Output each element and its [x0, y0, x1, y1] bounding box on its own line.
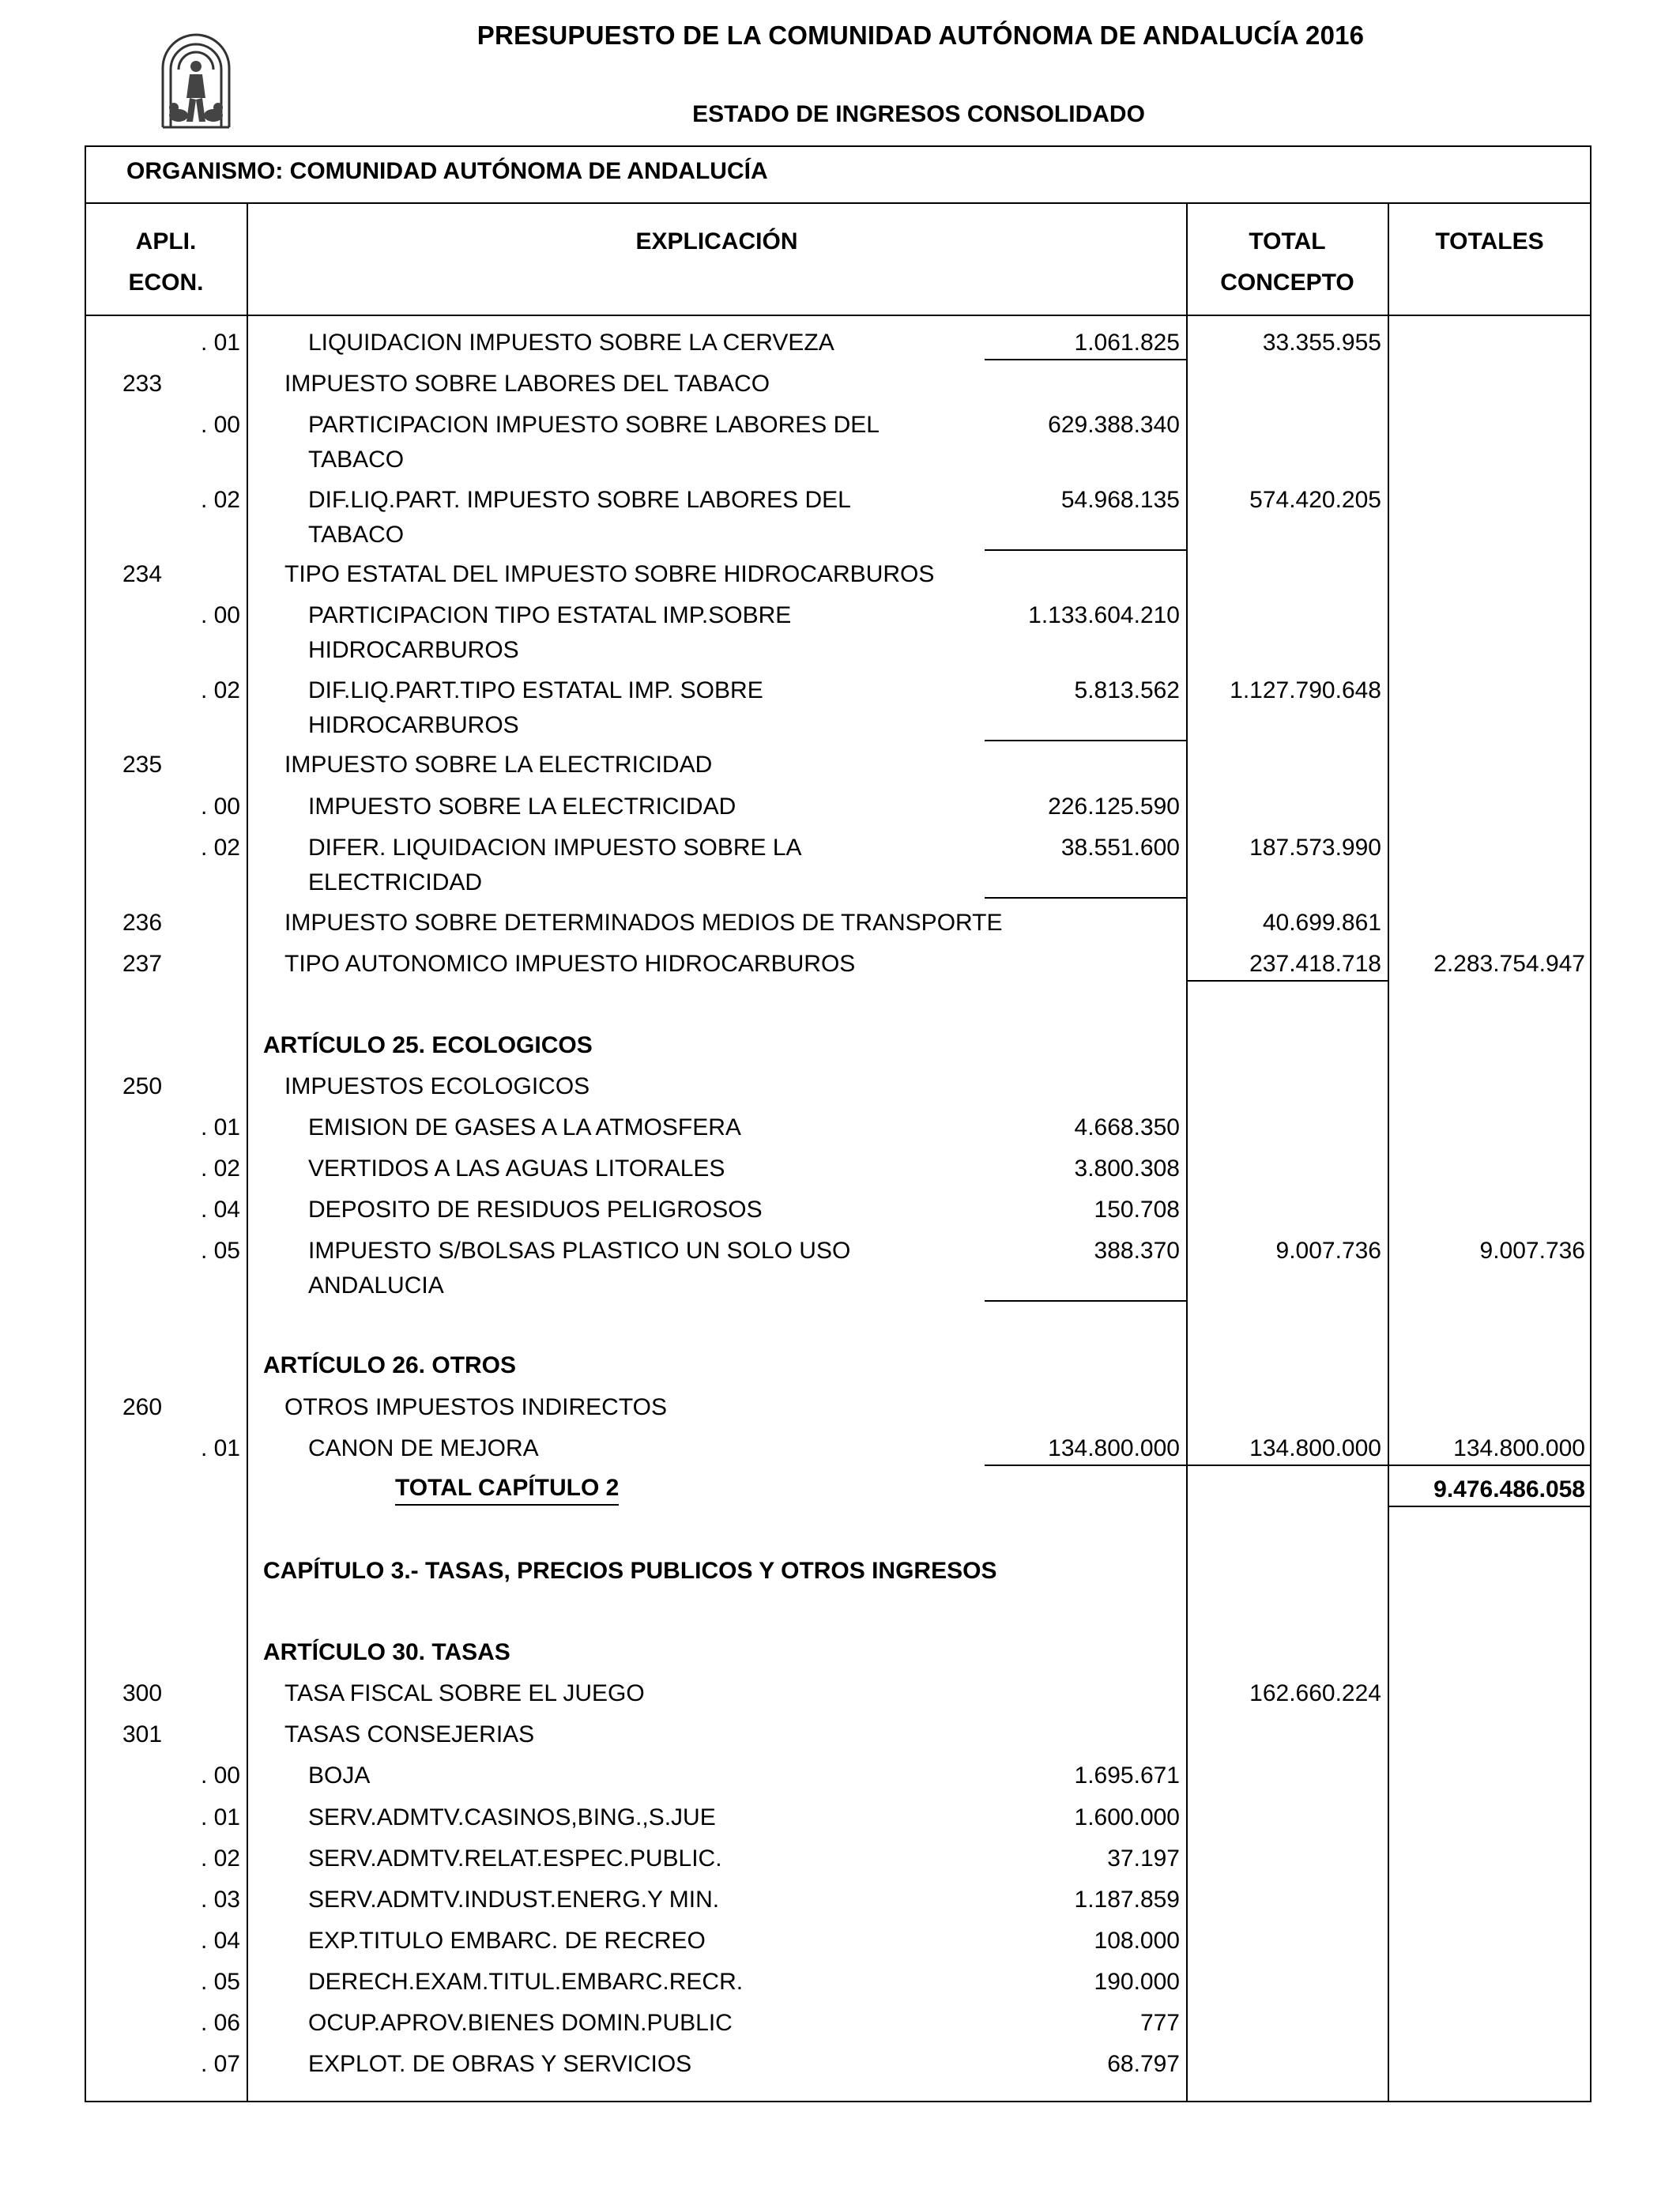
row-description: PARTICIPACION TIPO ESTATAL IMP.SOBRE: [308, 602, 792, 628]
row-description: VERTIDOS A LAS AGUAS LITORALES: [308, 1155, 725, 1182]
row-code: . 01: [200, 1435, 240, 1461]
row-subamount: 190.000: [1094, 1969, 1180, 1995]
row-code: 250: [122, 1073, 163, 1099]
row-code: . 00: [200, 1762, 240, 1789]
row-description: IMPUESTOS ECOLOGICOS: [284, 1073, 590, 1099]
row-description: IMPUESTO SOBRE LABORES DEL TABACO: [284, 371, 770, 397]
row-description: SERV.ADMTV.CASINOS,BING.,S.JUE: [308, 1804, 716, 1830]
row-description: SERV.ADMTV.INDUST.ENERG.Y MIN.: [308, 1887, 720, 1913]
row-code: . 03: [200, 1887, 240, 1913]
row-code: . 00: [200, 602, 240, 628]
row-description: IMPUESTO SOBRE LA ELECTRICIDAD: [284, 752, 713, 778]
column-divider: [247, 202, 248, 2102]
row-code: . 02: [200, 677, 240, 703]
row-subamount: 388.370: [1094, 1238, 1180, 1264]
row-code: . 02: [200, 835, 240, 861]
row-code: . 01: [200, 1804, 240, 1830]
row-description-continued: TABACO: [308, 522, 405, 548]
sum-rule: [1186, 980, 1388, 982]
row-subamount: 134.800.000: [1048, 1435, 1180, 1461]
row-description: BOJA: [308, 1762, 371, 1789]
row-description: LIQUIDACION IMPUESTO SOBRE LA CERVEZA: [308, 330, 834, 356]
chapter-total-label: TOTAL CAPÍTULO 2: [395, 1472, 619, 1506]
row-subamount: 1.600.000: [1074, 1804, 1180, 1830]
section-heading: CAPÍTULO 3.- TASAS, PRECIOS PUBLICOS Y OTROS INGRESOS: [263, 1558, 997, 1584]
row-description: TIPO AUTONOMICO IMPUESTO HIDROCARBUROS: [284, 951, 856, 977]
sum-rule: [1388, 1465, 1590, 1466]
row-code: 260: [122, 1394, 163, 1420]
junta-de-andalucia-shield-icon: [155, 21, 237, 131]
row-description: IMPUESTO S/BOLSAS PLASTICO UN SOLO USO: [308, 1238, 851, 1264]
row-subamount: 108.000: [1094, 1928, 1180, 1954]
section-heading: ARTÍCULO 26. OTROS: [263, 1352, 517, 1378]
row-subamount: 1.133.604.210: [1028, 602, 1180, 628]
row-description-continued: TABACO: [308, 447, 405, 473]
column-header-total-concepto: [1189, 221, 1385, 303]
row-totales: 9.476.486.058: [1433, 1476, 1585, 1502]
row-subamount: 38.551.600: [1060, 835, 1180, 861]
row-description: EMISION DE GASES A LA ATMOSFERA: [308, 1114, 741, 1140]
row-description: TASA FISCAL SOBRE EL JUEGO: [284, 1680, 645, 1706]
row-totales: 9.007.736: [1479, 1238, 1585, 1264]
sum-rule: [985, 549, 1186, 551]
sum-rule: [985, 359, 1186, 360]
row-total-concepto: 162.660.224: [1249, 1680, 1381, 1706]
row-code: . 05: [200, 1969, 240, 1995]
row-code: 235: [122, 752, 163, 778]
column-header-totales: TOTALES: [1435, 228, 1544, 254]
row-description: CANON DE MEJORA: [308, 1435, 539, 1461]
row-description: DERECH.EXAM.TITUL.EMBARC.RECR.: [308, 1969, 744, 1995]
row-description: EXP.TITULO EMBARC. DE RECREO: [308, 1928, 706, 1954]
row-code: 300: [122, 1680, 163, 1706]
sum-rule: [1186, 1465, 1388, 1466]
row-description-continued: HIDROCARBUROS: [308, 637, 519, 663]
row-total-concepto: 574.420.205: [1249, 487, 1381, 513]
row-description: IMPUESTO SOBRE LA ELECTRICIDAD: [308, 794, 736, 820]
row-totales: 134.800.000: [1453, 1435, 1585, 1461]
row-subamount: 629.388.340: [1048, 412, 1180, 438]
row-code: . 01: [200, 1114, 240, 1140]
column-header-apli: [89, 221, 243, 303]
column-divider: [1186, 202, 1188, 2102]
row-code: 234: [122, 561, 163, 587]
row-description: IMPUESTO SOBRE DETERMINADOS MEDIOS DE TRANSPORTE: [284, 910, 1003, 936]
page-title: PRESUPUESTO DE LA COMUNIDAD AUTÓNOMA DE ANDALUCÍA 2016: [477, 21, 1365, 50]
row-description: DEPOSITO DE RESIDUOS PELIGROSOS: [308, 1197, 763, 1223]
row-subamount: 37.197: [1107, 1845, 1180, 1872]
row-code: . 01: [200, 330, 240, 356]
row-subamount: 5.813.562: [1074, 677, 1180, 703]
row-code: 237: [122, 951, 163, 977]
row-code: . 06: [200, 2010, 240, 2036]
row-description: OTROS IMPUESTOS INDIRECTOS: [284, 1394, 667, 1420]
column-divider: [1388, 202, 1389, 2102]
row-description: OCUP.APROV.BIENES DOMIN.PUBLIC: [308, 2010, 733, 2036]
total-concepto-line-1: TOTAL: [1249, 228, 1326, 254]
row-total-concepto: 237.418.718: [1249, 951, 1381, 977]
row-description: DIF.LIQ.PART. IMPUESTO SOBRE LABORES DEL: [308, 487, 851, 513]
row-code: . 07: [200, 2051, 240, 2077]
column-header-explicacion: EXPLICACIÓN: [635, 228, 798, 254]
row-subamount: 1.061.825: [1074, 330, 1180, 356]
row-description: EXPLOT. DE OBRAS Y SERVICIOS: [308, 2051, 692, 2077]
row-subamount: 150.708: [1094, 1197, 1180, 1223]
row-total-concepto: 187.573.990: [1249, 835, 1381, 861]
row-code: . 00: [200, 794, 240, 820]
row-description: DIF.LIQ.PART.TIPO ESTATAL IMP. SOBRE: [308, 677, 763, 703]
row-description-continued: ELECTRICIDAD: [308, 869, 483, 895]
sum-rule: [985, 1465, 1186, 1466]
row-code: 301: [122, 1721, 163, 1747]
row-code: 233: [122, 371, 163, 397]
row-description: SERV.ADMTV.RELAT.ESPEC.PUBLIC.: [308, 1845, 722, 1872]
row-code: 236: [122, 910, 163, 936]
row-total-concepto: 134.800.000: [1249, 1435, 1381, 1461]
row-description-continued: ANDALUCIA: [308, 1272, 444, 1299]
row-subamount: 226.125.590: [1048, 794, 1180, 820]
row-code: . 02: [200, 1845, 240, 1872]
sum-rule: [985, 1300, 1186, 1302]
apli-line-2: ECON.: [128, 270, 204, 296]
row-total-concepto: 9.007.736: [1275, 1238, 1381, 1264]
row-description: TIPO ESTATAL DEL IMPUESTO SOBRE HIDROCARBUROS: [284, 561, 935, 587]
row-total-concepto: 33.355.955: [1262, 330, 1381, 356]
row-description: PARTICIPACION IMPUESTO SOBRE LABORES DEL: [308, 412, 880, 438]
apli-line-1: APLI.: [135, 228, 197, 254]
row-total-concepto: 40.699.861: [1262, 910, 1381, 936]
divider: [85, 202, 1591, 204]
row-subamount: 1.187.859: [1074, 1887, 1180, 1913]
row-code: . 04: [200, 1928, 240, 1954]
organismo-label: ORGANISMO: COMUNIDAD AUTÓNOMA DE ANDALUCÍA: [126, 158, 768, 184]
sum-rule: [985, 740, 1186, 741]
total-concepto-line-2: CONCEPTO: [1220, 270, 1354, 296]
row-code: . 00: [200, 412, 240, 438]
row-subamount: 68.797: [1107, 2051, 1180, 2077]
section-heading: ARTÍCULO 25. ECOLOGICOS: [263, 1032, 593, 1058]
sum-rule: [985, 897, 1186, 899]
row-description: DIFER. LIQUIDACION IMPUESTO SOBRE LA: [308, 835, 802, 861]
row-subamount: 4.668.350: [1074, 1114, 1180, 1140]
row-subamount: 54.968.135: [1060, 487, 1180, 513]
page-subtitle: ESTADO DE INGRESOS CONSOLIDADO: [692, 101, 1145, 127]
row-subamount: 3.800.308: [1074, 1155, 1180, 1182]
row-description: TASAS CONSEJERIAS: [284, 1721, 535, 1747]
row-subamount: 1.695.671: [1074, 1762, 1180, 1789]
row-subamount: 777: [1139, 2010, 1180, 2036]
section-heading: ARTÍCULO 30. TASAS: [263, 1639, 510, 1665]
divider: [85, 315, 1591, 316]
row-description-continued: HIDROCARBUROS: [308, 712, 519, 738]
row-total-concepto: 1.127.790.648: [1230, 677, 1381, 703]
row-code: . 02: [200, 1155, 240, 1182]
row-code: . 05: [200, 1238, 240, 1264]
sum-rule: [1388, 1506, 1590, 1507]
row-code: . 02: [200, 487, 240, 513]
row-totales: 2.283.754.947: [1433, 951, 1585, 977]
row-code: . 04: [200, 1197, 240, 1223]
